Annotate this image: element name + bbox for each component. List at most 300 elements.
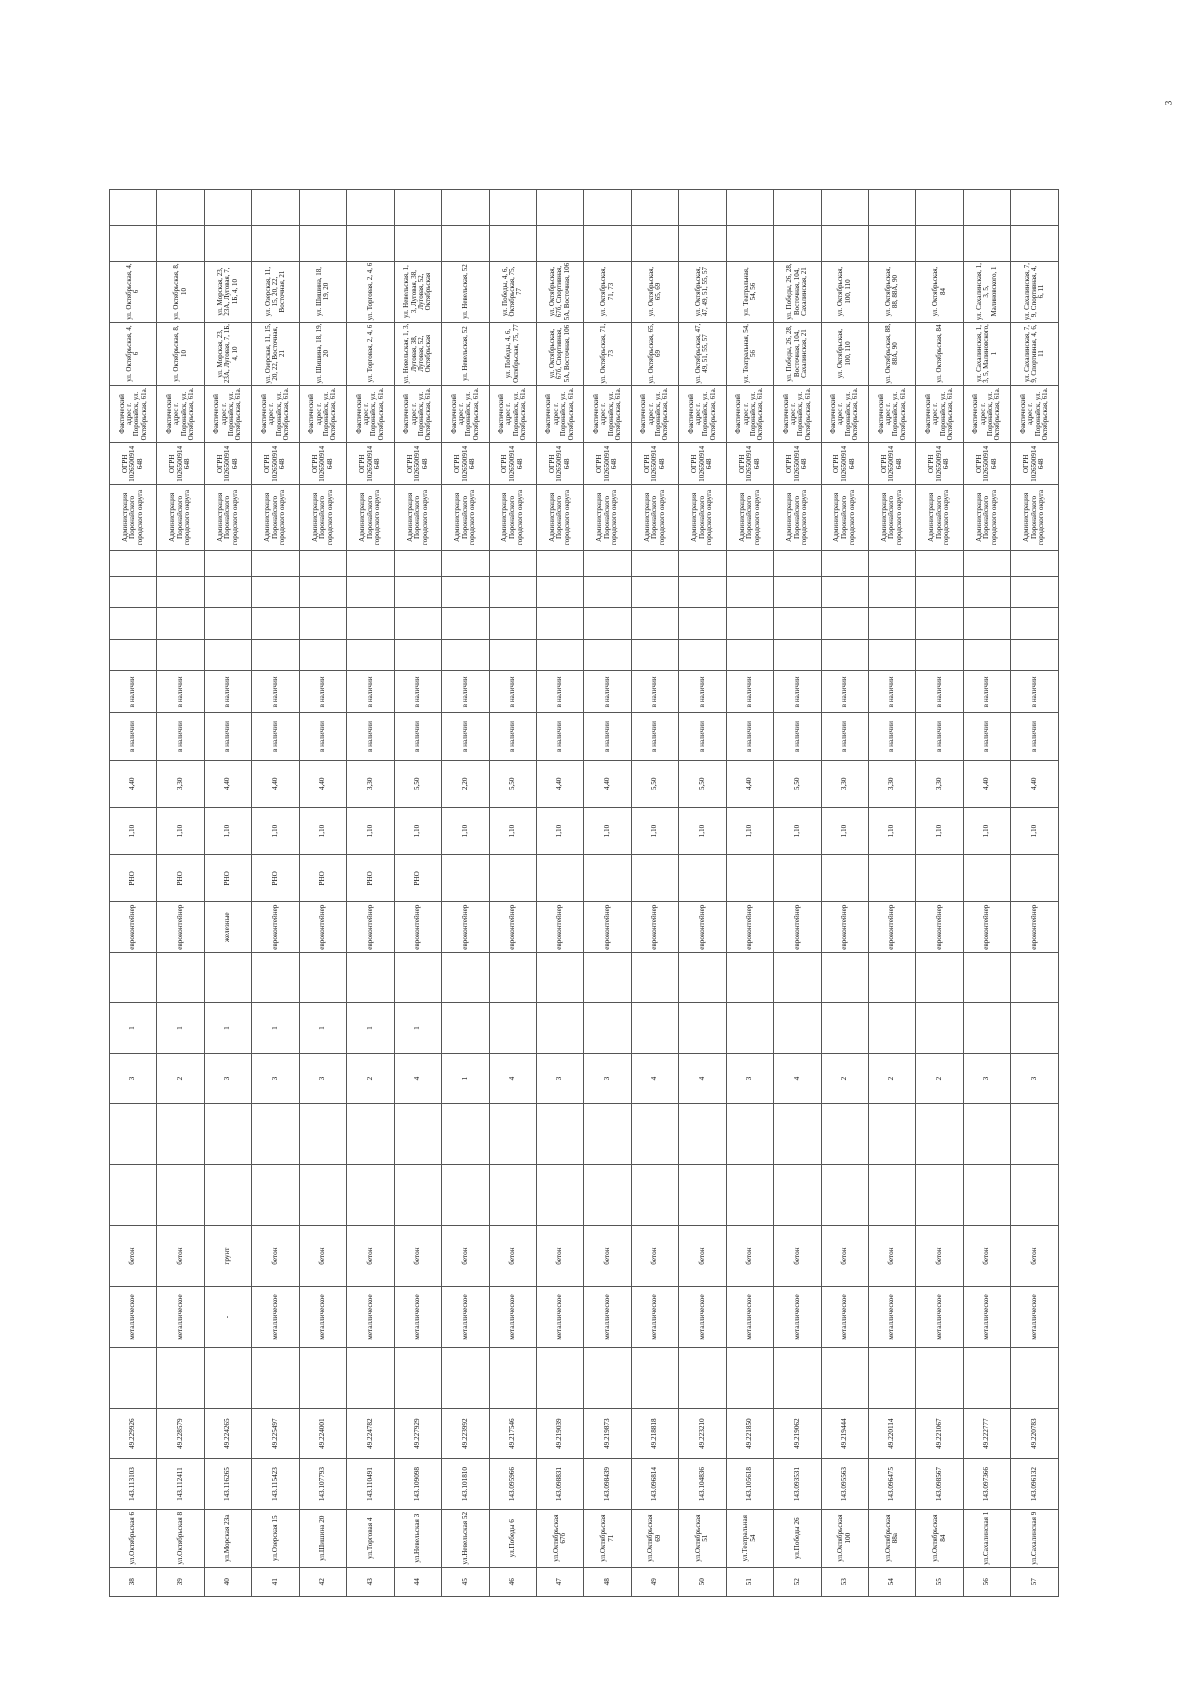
surface-type: металлическое <box>821 1287 868 1348</box>
surface-type: металлическое <box>347 1287 394 1348</box>
latitude: 49.224265 <box>204 1408 251 1458</box>
containers-planned: 2 <box>869 1053 916 1103</box>
served-objects: ул. Октябрьская, 4, 6 <box>110 261 157 322</box>
cell-empty <box>631 608 678 640</box>
cell-empty <box>536 1165 583 1226</box>
table-row <box>157 190 204 1597</box>
latitude: 49.219062 <box>774 1408 821 1458</box>
containers-planned: 4 <box>489 1053 536 1103</box>
longitude: 143.095563 <box>821 1459 868 1509</box>
latitude: 49.224001 <box>299 1408 346 1458</box>
owner-organization: Администрация Поронайского городского округа <box>299 485 346 550</box>
container-type: евроконтейнер <box>869 902 916 952</box>
table-row <box>679 190 726 1597</box>
owner-address: Фактический адрес г. Поронайск, ул. Октябрьская, 61а. <box>821 385 868 443</box>
total-volume: 3,30 <box>916 760 963 807</box>
total-volume: 5,50 <box>679 760 726 807</box>
container-volume: 1,10 <box>631 807 678 854</box>
container-material <box>442 855 489 902</box>
containers-planned: 3 <box>204 1053 251 1103</box>
status-present: в наличии <box>536 671 583 713</box>
cell-empty <box>821 1104 868 1165</box>
container-volume: 1,10 <box>299 807 346 854</box>
cell-empty <box>252 952 299 1002</box>
table-row <box>869 190 916 1597</box>
surface-type: металлическое <box>536 1287 583 1348</box>
cell-empty <box>584 1347 631 1408</box>
served-objects: ул. Сахалинская, 1, 3, 5, Малиновского, 1 <box>963 261 1010 322</box>
served-objects: ул. Морская, 23, 23А, Луговая, 7, 1Б, 4, 10 <box>204 261 251 322</box>
owner-ogrn: ОГРН 1026500914648 <box>110 443 157 485</box>
table-row <box>821 190 868 1597</box>
row-number: 57 <box>1011 1567 1059 1596</box>
table-row <box>963 190 1010 1597</box>
cell-empty <box>679 190 726 226</box>
surface-type: металлическое <box>299 1287 346 1348</box>
site-address: ул.Октябрьская 84 <box>916 1509 963 1567</box>
cell-empty <box>1011 1347 1059 1408</box>
owner-ogrn: ОГРН 1026500914648 <box>536 443 583 485</box>
container-material <box>821 855 868 902</box>
container-material <box>726 855 773 902</box>
cell-empty <box>726 952 773 1002</box>
site-address: ул.Октябрьская 88а <box>869 1509 916 1567</box>
owner-address: Фактический адрес г. Поронайск, ул. Октябрьская, 61а. <box>252 385 299 443</box>
cell-empty <box>394 190 441 226</box>
container-volume: 1,10 <box>963 807 1010 854</box>
cell-empty <box>726 1347 773 1408</box>
container-material <box>963 855 1010 902</box>
containers-count: 1 <box>157 1003 204 1053</box>
owner-ogrn: ОГРН 1026500914648 <box>442 443 489 485</box>
cell-empty <box>157 1165 204 1226</box>
status-present: в наличии <box>204 671 251 713</box>
base-type: бетон <box>821 1226 868 1287</box>
served-objects: ул. Октябрьская, 4, 6 <box>110 322 157 385</box>
served-objects: ул. Октябрьская, 65, 69 <box>631 322 678 385</box>
base-type: грунт <box>204 1226 251 1287</box>
container-volume: 1,10 <box>204 807 251 854</box>
container-type: железные <box>204 902 251 952</box>
cell-empty <box>536 952 583 1002</box>
container-material <box>774 855 821 902</box>
owner-organization: Администрация Поронайского городского округа <box>963 485 1010 550</box>
cell-empty <box>299 1104 346 1165</box>
row-number: 51 <box>726 1567 773 1596</box>
latitude: 49.220783 <box>1011 1408 1059 1458</box>
status-present: в наличии <box>299 671 346 713</box>
served-objects: ул. Победы, 4, 6, Октябрьская, 75, 77 <box>489 322 536 385</box>
cell-empty <box>963 225 1010 261</box>
cell-empty <box>584 190 631 226</box>
row-number: 45 <box>442 1567 489 1596</box>
containers-count <box>916 1003 963 1053</box>
site-address: ул.Озерская 15 <box>252 1509 299 1567</box>
status-present: в наличии <box>821 671 868 713</box>
owner-address: Фактический адрес г. Поронайск, ул. Октябрьская, 61а. <box>489 385 536 443</box>
cell-empty <box>489 1347 536 1408</box>
containers-count: 1 <box>394 1003 441 1053</box>
owner-ogrn: ОГРН 1026500914648 <box>1011 443 1059 485</box>
cell-empty <box>536 225 583 261</box>
cell-empty <box>204 1104 251 1165</box>
longitude: 143.096132 <box>1011 1459 1059 1509</box>
total-volume: 4,40 <box>110 760 157 807</box>
owner-address: Фактический адрес г. Поронайск, ул. Октябрьская, 61а. <box>774 385 821 443</box>
cell-empty <box>916 576 963 608</box>
cell-empty <box>110 639 157 671</box>
cell-empty <box>963 952 1010 1002</box>
served-objects: ул. Сахалинская, 7, 9, Спортивная, 4, 6, 11 <box>1011 322 1059 385</box>
cell-empty <box>110 952 157 1002</box>
owner-ogrn: ОГРН 1026500914648 <box>347 443 394 485</box>
cell-empty <box>631 639 678 671</box>
site-address: ул.Торговая 4 <box>347 1509 394 1567</box>
latitude: 49.217546 <box>489 1408 536 1458</box>
served-objects: ул. Победы, 26, 28, Восточная, 104, Сахалинская, 21 <box>774 322 821 385</box>
status-present: в наличии <box>110 713 157 760</box>
served-objects: ул. Октябрьская, 84 <box>916 261 963 322</box>
status-present: в наличии <box>536 713 583 760</box>
containers-planned: 4 <box>394 1053 441 1103</box>
status-present: в наличии <box>394 671 441 713</box>
longitude: 143.095966 <box>489 1459 536 1509</box>
cell-empty <box>584 952 631 1002</box>
cell-empty <box>157 952 204 1002</box>
cell-empty <box>110 1104 157 1165</box>
cell-empty <box>442 608 489 640</box>
surface-type: металлическое <box>631 1287 678 1348</box>
longitude: 143.107793 <box>299 1459 346 1509</box>
served-objects: ул. Октябрьская, 88, 88А, 90 <box>869 261 916 322</box>
cell-empty <box>1011 576 1059 608</box>
latitude: 49.223992 <box>442 1408 489 1458</box>
latitude: 49.221850 <box>726 1408 773 1458</box>
served-objects: ул. Октябрьская, 65, 69 <box>631 261 678 322</box>
longitude: 143.101810 <box>442 1459 489 1509</box>
containers-planned: 3 <box>536 1053 583 1103</box>
longitude: 143.097366 <box>963 1459 1010 1509</box>
status-present: в наличии <box>869 713 916 760</box>
cell-empty <box>869 190 916 226</box>
container-sites-table <box>109 189 1059 1597</box>
surface-type: металлическое <box>442 1287 489 1348</box>
total-volume: 4,40 <box>963 760 1010 807</box>
cell-empty <box>869 639 916 671</box>
cell-empty <box>726 1104 773 1165</box>
cell-empty <box>204 608 251 640</box>
container-type: евроконтейнер <box>394 902 441 952</box>
table-row <box>204 190 251 1597</box>
container-type: евроконтейнер <box>299 902 346 952</box>
containers-count: 1 <box>252 1003 299 1053</box>
cell-empty <box>679 576 726 608</box>
latitude: 49.221067 <box>916 1408 963 1458</box>
site-address: ул.Победы 26 <box>774 1509 821 1567</box>
table-row <box>442 190 489 1597</box>
served-objects: ул. Октябрьская, 88, 88А, 90 <box>869 322 916 385</box>
cell-empty <box>489 639 536 671</box>
cell-empty <box>821 225 868 261</box>
base-type: бетон <box>774 1226 821 1287</box>
served-objects: ул. Морская, 23, 23А, Луговая, 7, 1Б, 4, 10 <box>204 322 251 385</box>
table-row <box>299 190 346 1597</box>
cell-empty <box>821 1347 868 1408</box>
status-present: в наличии <box>204 713 251 760</box>
total-volume: 3,30 <box>869 760 916 807</box>
served-objects: ул. Октябрьская, 47, 49, 51, 55, 57 <box>679 322 726 385</box>
page-number: 3 <box>1163 100 1174 106</box>
longitude: 143.096814 <box>631 1459 678 1509</box>
cell-empty <box>1011 225 1059 261</box>
cell-empty <box>679 1104 726 1165</box>
cell-empty <box>821 952 868 1002</box>
container-material: РНО <box>299 855 346 902</box>
container-material <box>1011 855 1059 902</box>
status-present: в наличии <box>963 713 1010 760</box>
status-present: в наличии <box>774 671 821 713</box>
owner-ogrn: ОГРН 1026500914648 <box>869 443 916 485</box>
latitude: 49.225497 <box>252 1408 299 1458</box>
cell-empty <box>1011 608 1059 640</box>
cell-empty <box>963 1104 1010 1165</box>
surface-type: металлическое <box>774 1287 821 1348</box>
cell-empty <box>442 1104 489 1165</box>
owner-address: Фактический адрес г. Поронайск, ул. Октябрьская, 61а. <box>157 385 204 443</box>
containers-count: 1 <box>110 1003 157 1053</box>
longitude: 143.098831 <box>536 1459 583 1509</box>
cell-empty <box>442 190 489 226</box>
cell-empty <box>536 576 583 608</box>
status-present: в наличии <box>631 671 678 713</box>
surface-type: металлическое <box>110 1287 157 1348</box>
container-material: РНО <box>252 855 299 902</box>
cell-empty <box>584 639 631 671</box>
cell-empty <box>536 550 583 576</box>
registry-sheet <box>109 189 1059 1597</box>
container-volume: 1,10 <box>1011 807 1059 854</box>
cell-empty <box>394 576 441 608</box>
table-row <box>252 190 299 1597</box>
base-type: бетон <box>916 1226 963 1287</box>
cell-empty <box>584 550 631 576</box>
table-row <box>584 190 631 1597</box>
status-present: в наличии <box>347 671 394 713</box>
served-objects: ул. Октябрьская, 100, 110 <box>821 261 868 322</box>
containers-planned: 2 <box>157 1053 204 1103</box>
cell-empty <box>774 1104 821 1165</box>
cell-empty <box>110 550 157 576</box>
cell-empty <box>394 1104 441 1165</box>
cell-empty <box>252 225 299 261</box>
status-present: в наличии <box>1011 713 1059 760</box>
owner-address: Фактический адрес г. Поронайск, ул. Октябрьская, 61а. <box>394 385 441 443</box>
cell-empty <box>110 608 157 640</box>
site-address: ул.Победы 6 <box>489 1509 536 1567</box>
cell-empty <box>157 550 204 576</box>
status-present: в наличии <box>394 713 441 760</box>
containers-planned: 3 <box>252 1053 299 1103</box>
cell-empty <box>774 550 821 576</box>
surface-type: металлическое <box>963 1287 1010 1348</box>
served-objects: ул. Октябрьская, 71, 73 <box>584 261 631 322</box>
owner-ogrn: ОГРН 1026500914648 <box>726 443 773 485</box>
cell-empty <box>963 608 1010 640</box>
owner-organization: Администрация Поронайского городского округа <box>584 485 631 550</box>
cell-empty <box>726 550 773 576</box>
cell-empty <box>489 952 536 1002</box>
cell-empty <box>679 639 726 671</box>
row-number: 39 <box>157 1567 204 1596</box>
cell-empty <box>347 608 394 640</box>
container-volume: 1,10 <box>774 807 821 854</box>
containers-planned: 3 <box>1011 1053 1059 1103</box>
containers-planned: 4 <box>774 1053 821 1103</box>
containers-planned: 4 <box>679 1053 726 1103</box>
longitude: 143.093531 <box>774 1459 821 1509</box>
containers-count <box>774 1003 821 1053</box>
owner-address: Фактический адрес г. Поронайск, ул. Октябрьская, 61а. <box>110 385 157 443</box>
longitude: 143.096475 <box>869 1459 916 1509</box>
cell-empty <box>110 1347 157 1408</box>
served-objects: ул. Невельская, 1, 3, Луговая, 38, Луговая, 52, Октябрьская <box>394 261 441 322</box>
cell-empty <box>299 608 346 640</box>
cell-empty <box>631 1104 678 1165</box>
cell-empty <box>110 1165 157 1226</box>
served-objects: ул. Октябрьская, 8, 10 <box>157 261 204 322</box>
row-number: 46 <box>489 1567 536 1596</box>
cell-empty <box>252 1165 299 1226</box>
latitude: 49.222777 <box>963 1408 1010 1458</box>
owner-ogrn: ОГРН 1026500914648 <box>157 443 204 485</box>
site-address: ул.Сахалинская 1 <box>963 1509 1010 1567</box>
surface-type: металлическое <box>1011 1287 1059 1348</box>
cell-empty <box>774 225 821 261</box>
site-address: ул.Октябрьская 51 <box>679 1509 726 1567</box>
cell-empty <box>252 639 299 671</box>
served-objects: ул. Октябрьская, 71, 73 <box>584 322 631 385</box>
status-present: в наличии <box>157 671 204 713</box>
cell-empty <box>204 1165 251 1226</box>
base-type: бетон <box>584 1226 631 1287</box>
total-volume: 4,40 <box>536 760 583 807</box>
cell-empty <box>394 1165 441 1226</box>
served-objects: ул. Октябрьская, 100, 110 <box>821 322 868 385</box>
cell-empty <box>252 1104 299 1165</box>
cell-empty <box>869 576 916 608</box>
owner-ogrn: ОГРН 1026500914648 <box>821 443 868 485</box>
longitude: 143.098567 <box>916 1459 963 1509</box>
cell-empty <box>869 1347 916 1408</box>
cell-empty <box>963 639 1010 671</box>
status-present: в наличии <box>869 671 916 713</box>
base-type: бетон <box>679 1226 726 1287</box>
cell-empty <box>821 550 868 576</box>
cell-empty <box>489 608 536 640</box>
cell-empty <box>1011 639 1059 671</box>
longitude: 143.116265 <box>204 1459 251 1509</box>
containers-planned: 2 <box>347 1053 394 1103</box>
container-material: РНО <box>347 855 394 902</box>
cell-empty <box>204 639 251 671</box>
owner-address: Фактический адрес г. Поронайск, ул. Октябрьская, 61а. <box>726 385 773 443</box>
containers-count <box>1011 1003 1059 1053</box>
owner-ogrn: ОГРН 1026500914648 <box>963 443 1010 485</box>
total-volume: 3,30 <box>821 760 868 807</box>
cell-empty <box>157 576 204 608</box>
cell-empty <box>821 639 868 671</box>
site-address: ул.Театральная 54 <box>726 1509 773 1567</box>
owner-address: Фактический адрес г. Поронайск, ул. Октябрьская, 61а. <box>299 385 346 443</box>
total-volume: 5,50 <box>394 760 441 807</box>
latitude: 49.218818 <box>631 1408 678 1458</box>
cell-empty <box>252 1347 299 1408</box>
container-type: евроконтейнер <box>631 902 678 952</box>
container-type: евроконтейнер <box>157 902 204 952</box>
table-row <box>489 190 536 1597</box>
owner-organization: Администрация Поронайского городского округа <box>726 485 773 550</box>
row-number: 56 <box>963 1567 1010 1596</box>
cell-empty <box>584 1165 631 1226</box>
row-number: 44 <box>394 1567 441 1596</box>
row-number: 47 <box>536 1567 583 1596</box>
cell-empty <box>631 1165 678 1226</box>
cell-empty <box>157 1104 204 1165</box>
cell-empty <box>774 639 821 671</box>
cell-empty <box>821 576 868 608</box>
cell-empty <box>489 225 536 261</box>
owner-ogrn: ОГРН 1026500914648 <box>394 443 441 485</box>
cell-empty <box>299 1347 346 1408</box>
table-row <box>916 190 963 1597</box>
latitude: 49.223210 <box>679 1408 726 1458</box>
site-address: ул.Невельская 3 <box>394 1509 441 1567</box>
containers-count <box>679 1003 726 1053</box>
row-number: 42 <box>299 1567 346 1596</box>
owner-ogrn: ОГРН 1026500914648 <box>916 443 963 485</box>
cell-empty <box>774 952 821 1002</box>
cell-empty <box>157 639 204 671</box>
container-volume: 1,10 <box>821 807 868 854</box>
container-type: евроконтейнер <box>584 902 631 952</box>
container-volume: 1,10 <box>726 807 773 854</box>
owner-organization: Администрация Поронайского городского округа <box>916 485 963 550</box>
cell-empty <box>1011 952 1059 1002</box>
status-present: в наличии <box>489 671 536 713</box>
row-number: 40 <box>204 1567 251 1596</box>
base-type: бетон <box>631 1226 678 1287</box>
owner-address: Фактический адрес г. Поронайск, ул. Октябрьская, 61а. <box>963 385 1010 443</box>
cell-empty <box>774 1347 821 1408</box>
containers-count: 1 <box>204 1003 251 1053</box>
containers-planned: 3 <box>584 1053 631 1103</box>
container-volume: 1,10 <box>584 807 631 854</box>
served-objects: ул. Сахалинская, 1, 3, 5, Малиновского, 1 <box>963 322 1010 385</box>
containers-planned: 2 <box>916 1053 963 1103</box>
container-type: евроконтейнер <box>963 902 1010 952</box>
cell-empty <box>916 1347 963 1408</box>
served-objects: ул. Октябрьская, 8, 10 <box>157 322 204 385</box>
cell-empty <box>916 550 963 576</box>
surface-type: металлическое <box>584 1287 631 1348</box>
longitude: 143.109098 <box>394 1459 441 1509</box>
status-present: в наличии <box>963 671 1010 713</box>
container-type: евроконтейнер <box>489 902 536 952</box>
cell-empty <box>631 952 678 1002</box>
cell-empty <box>110 190 157 226</box>
cell-empty <box>347 1347 394 1408</box>
container-type: евроконтейнер <box>916 902 963 952</box>
